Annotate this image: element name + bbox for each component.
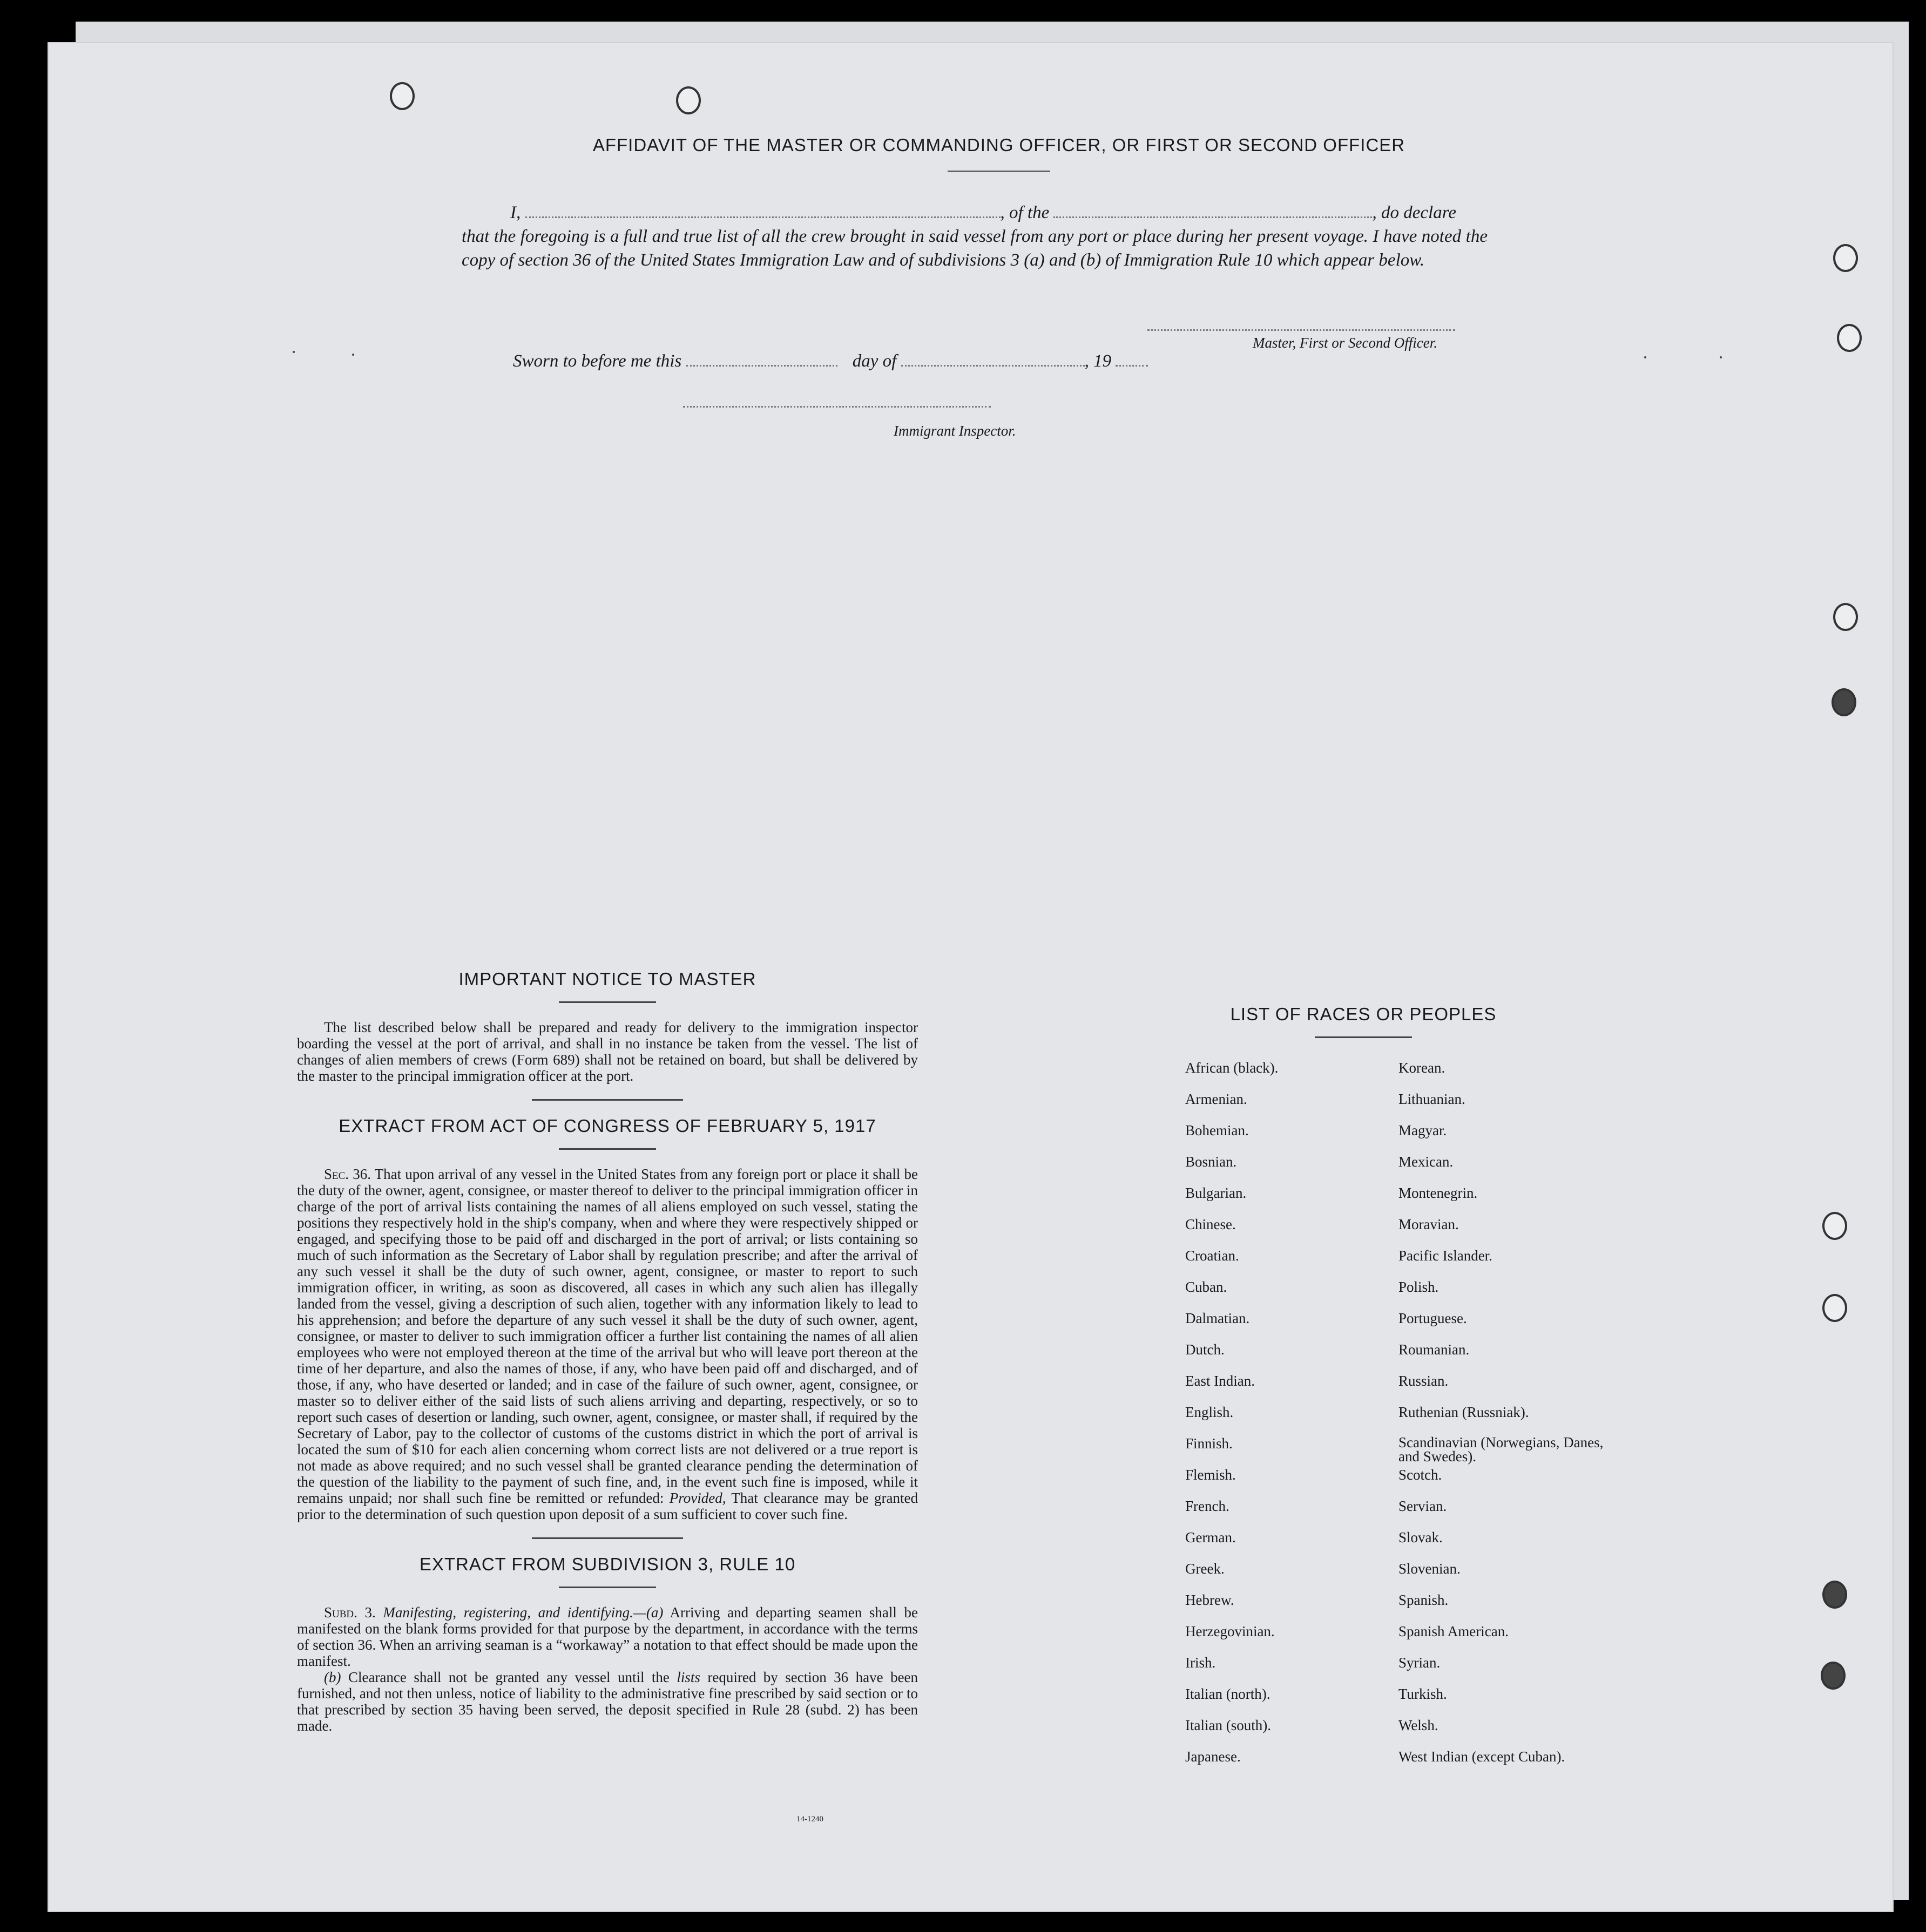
race-item: Spanish American. bbox=[1398, 1623, 1509, 1639]
race-item: Bohemian. bbox=[1185, 1122, 1249, 1138]
affidavit-body bbox=[462, 201, 1488, 272]
races-title: LIST OF RACES OR PEOPLES bbox=[1230, 1004, 1497, 1024]
subd-b-lists-word: lists bbox=[677, 1669, 700, 1685]
inspector-signature-line[interactable] bbox=[683, 406, 991, 408]
race-item: Welsh. bbox=[1398, 1717, 1438, 1733]
title-rule bbox=[948, 171, 1050, 172]
punch-hole bbox=[1833, 244, 1858, 272]
notice-rule bbox=[559, 1001, 656, 1003]
subd-b-label: (b) bbox=[324, 1669, 341, 1685]
act-text bbox=[297, 1166, 918, 1522]
races-left-column bbox=[1185, 1060, 1398, 1780]
race-item: Italian (south). bbox=[1185, 1717, 1271, 1733]
sec-36-text-end: That clearance may be granted prior to the determination of such question upon deposit of a sum sufficient to cover such fine. bbox=[297, 1490, 918, 1522]
speck bbox=[293, 351, 295, 353]
race-item: Dutch. bbox=[1185, 1341, 1225, 1358]
year-blank[interactable] bbox=[1116, 351, 1148, 367]
race-item: Chinese. bbox=[1185, 1216, 1236, 1232]
affidavit-title bbox=[324, 135, 1674, 172]
master-signature-caption: Master, First or Second Officer. bbox=[1253, 335, 1437, 351]
race-item: Lithuanian. bbox=[1398, 1091, 1465, 1107]
race-item: French. bbox=[1185, 1498, 1229, 1514]
sec-36-text: That upon arrival of any vessel in the United States from any foreign port or place it shall be the duty of the owner, agent, consignee, or master thereof to deliver to the principal immigration officer in charge of the port of arrival lists containing the names of all aliens employed on such vessel, stating the positions they respectively hold in the ship's company, when and where they were respectively shipped or engaged, and specifying those to be paid off and discharged in the port of arrival; or lists containing so much of such information as the Secretary of Labor shall by regulation prescribe; and after the arrival of any such vessel it shall be the duty of such owner, agent, consignee, or master to report to such immigration officer, in writing, as soon as discovered, all cases in which any such alien has illegally landed from the vessel, giving a description of such alien, together with any information likely to lead to his apprehension; and before the departure of any such vessel it shall be the duty of such owner, agent, consignee, or master to deliver to such immigration officer a further list containing the names of all alien employees who were not employed thereon at the time of the arrival but who will leave port thereon at the time of her departure, and also the names of those, if any, who have been paid off and discharged, and of those, if any, who have deserted or landed; and in case of the failure of such owner, agent, consignee, or master so to deliver either of the said lists of such aliens arriving and departing, respectively, or so to report such cases of desertion or landing, such owner, agent, consignee, or master shall, if required by the Secretary of Labor, pay to the collector of customs of the customs district in which the port of arrival is located the sum of $10 for each alien concerning whom correct lists are not delivered or a true report is not made as above required; and no such vessel shall be granted clearance pending the determination of the question of the liability to the payment of such fine, and, in the event such fine is imposed, while it remains unpaid; nor shall such fine be remitted or refunded: bbox=[297, 1166, 918, 1506]
punch-hole bbox=[676, 86, 701, 114]
punch-hole bbox=[1822, 1212, 1847, 1240]
race-item: Scotch. bbox=[1398, 1467, 1442, 1483]
day-of-label: day of bbox=[852, 351, 897, 371]
of-the-label: , of the bbox=[1000, 203, 1050, 222]
punch-hole bbox=[1837, 324, 1862, 352]
punch-hole bbox=[1822, 1581, 1847, 1609]
speck bbox=[352, 354, 354, 356]
sec-label: Sec. 36. bbox=[324, 1166, 371, 1182]
affidavit-statement: that the foregoing is a full and true list of all the crew brought in said vessel from any port or place during her present voyage. I have noted the copy of section 36 of the United States Immigration Law and of subdivisions 3 (a) and (b) of Immigration Rule 10 which appear below. bbox=[462, 227, 1488, 270]
punch-hole bbox=[1832, 688, 1856, 716]
race-item: Greek. bbox=[1185, 1561, 1225, 1577]
notice-title: IMPORTANT NOTICE TO MASTER bbox=[458, 969, 756, 989]
race-item: Herzegovinian. bbox=[1185, 1623, 1275, 1639]
inspector-signature-caption: Immigrant Inspector. bbox=[894, 423, 1016, 439]
vessel-blank[interactable] bbox=[1053, 202, 1372, 218]
race-item: Croatian. bbox=[1185, 1248, 1239, 1264]
subd-label: Subd. 3. bbox=[324, 1604, 376, 1621]
race-item: Spanish. bbox=[1398, 1592, 1449, 1608]
race-item: Bulgarian. bbox=[1185, 1185, 1247, 1201]
speck bbox=[1644, 356, 1646, 358]
race-item: Mexican. bbox=[1398, 1154, 1454, 1170]
punch-hole bbox=[1822, 1294, 1847, 1322]
race-item: Scandinavian (Norwegians, Danes, and Swedes). bbox=[1398, 1434, 1604, 1465]
race-item: Bosnian. bbox=[1185, 1154, 1237, 1170]
race-item: West Indian (except Cuban). bbox=[1398, 1748, 1565, 1765]
section-rule bbox=[532, 1099, 683, 1101]
race-item: Slovenian. bbox=[1398, 1561, 1461, 1577]
section-rule bbox=[532, 1537, 683, 1539]
race-item: Polish. bbox=[1398, 1279, 1439, 1295]
provided-word: Provided, bbox=[669, 1490, 726, 1506]
race-item: Portuguese. bbox=[1398, 1310, 1467, 1326]
form-number: 14-1240 bbox=[796, 1815, 823, 1823]
subd-b-body-2: required by section 36 have been furnished, and not then unless, notice of liability to the administrative fine prescribed by said section or to that prescribed by section 35 having been served, the deposit specified in Rule 28 (subd. 2) has been made. bbox=[297, 1669, 918, 1734]
subd-heading: Manifesting, registering, and identifying. bbox=[383, 1604, 633, 1621]
race-item: East Indian. bbox=[1185, 1373, 1255, 1389]
day-blank[interactable] bbox=[686, 351, 837, 367]
race-item: Slovak. bbox=[1398, 1529, 1443, 1545]
do-declare-label: , do declare bbox=[1372, 203, 1456, 222]
subd-a-label: —(a) bbox=[633, 1604, 664, 1621]
race-item: Flemish. bbox=[1185, 1467, 1236, 1483]
race-item: Syrian. bbox=[1398, 1655, 1441, 1671]
race-item: Russian. bbox=[1398, 1373, 1449, 1389]
race-item: African (black). bbox=[1185, 1060, 1279, 1076]
notice-column bbox=[297, 969, 918, 1734]
punch-hole bbox=[1821, 1662, 1846, 1690]
race-item: Finnish. bbox=[1185, 1435, 1233, 1452]
races-rule bbox=[1315, 1036, 1412, 1038]
speck bbox=[1720, 356, 1722, 358]
affidavit-title-text: AFFIDAVIT OF THE MASTER OR COMMANDING OFFICER, OR FIRST OR SECOND OFFICER bbox=[592, 135, 1405, 155]
punch-hole bbox=[1833, 603, 1858, 631]
name-blank[interactable] bbox=[525, 202, 1001, 218]
race-item: Roumanian. bbox=[1398, 1341, 1470, 1358]
race-item: Ruthenian (Russniak). bbox=[1398, 1404, 1529, 1420]
race-item: Hebrew. bbox=[1185, 1592, 1234, 1608]
month-blank[interactable] bbox=[901, 351, 1085, 367]
race-item: English. bbox=[1185, 1404, 1234, 1420]
subd-b-body-1: Clearance shall not be granted any vessel until the bbox=[348, 1669, 670, 1685]
race-item: Moravian. bbox=[1398, 1216, 1459, 1232]
subd-a-body: Arriving and departing seamen shall be manifested on the blank forms provided for that purpose by the department, in accordance with the terms of section 36. When an arriving seaman is a “workaway” a notation to that effect should be made upon the manifest. bbox=[297, 1604, 918, 1669]
race-item: Korean. bbox=[1398, 1060, 1445, 1076]
race-item: Magyar. bbox=[1398, 1122, 1447, 1138]
race-item: Servian. bbox=[1398, 1498, 1447, 1514]
declarant-line bbox=[462, 201, 1488, 225]
act-rule bbox=[559, 1148, 656, 1150]
subd-b-text bbox=[297, 1669, 918, 1734]
notice-text: The list described below shall be prepared and ready for delivery to the immigration inspector boarding the vessel at the port of arrival, and shall in no instance be taken from the vessel. The list of changes of alien members of crews (Form 689) shall not be retained on board, but shall be delivered by the master to the principal immigration officer at the port. bbox=[297, 1019, 918, 1084]
races-list bbox=[1185, 1004, 1644, 1780]
race-item: Armenian. bbox=[1185, 1091, 1247, 1107]
punch-hole bbox=[390, 82, 415, 110]
race-item: Dalmatian. bbox=[1185, 1310, 1250, 1326]
rule-title: EXTRACT FROM SUBDIVISION 3, RULE 10 bbox=[419, 1554, 796, 1574]
race-item: Montenegrin. bbox=[1398, 1185, 1478, 1201]
subd-a-text bbox=[297, 1604, 918, 1669]
races-columns bbox=[1185, 1060, 1644, 1780]
year-label: , 19 bbox=[1084, 351, 1112, 371]
race-item: Cuban. bbox=[1185, 1279, 1227, 1295]
rule-rule bbox=[559, 1587, 656, 1588]
sworn-label: Sworn to before me this bbox=[513, 351, 682, 371]
race-item: German. bbox=[1185, 1529, 1236, 1545]
race-item: Turkish. bbox=[1398, 1686, 1447, 1702]
sworn-line bbox=[513, 351, 1148, 371]
races-right-column bbox=[1398, 1060, 1612, 1780]
race-item: Pacific Islander. bbox=[1398, 1248, 1492, 1264]
race-item: Irish. bbox=[1185, 1655, 1216, 1671]
race-item: Japanese. bbox=[1185, 1748, 1241, 1765]
race-item: Italian (north). bbox=[1185, 1686, 1271, 1702]
master-signature-line[interactable] bbox=[1147, 329, 1455, 331]
act-title: EXTRACT FROM ACT OF CONGRESS OF FEBRUARY 5, 1917 bbox=[339, 1116, 876, 1136]
affidavit-i-label: I, bbox=[510, 203, 521, 222]
